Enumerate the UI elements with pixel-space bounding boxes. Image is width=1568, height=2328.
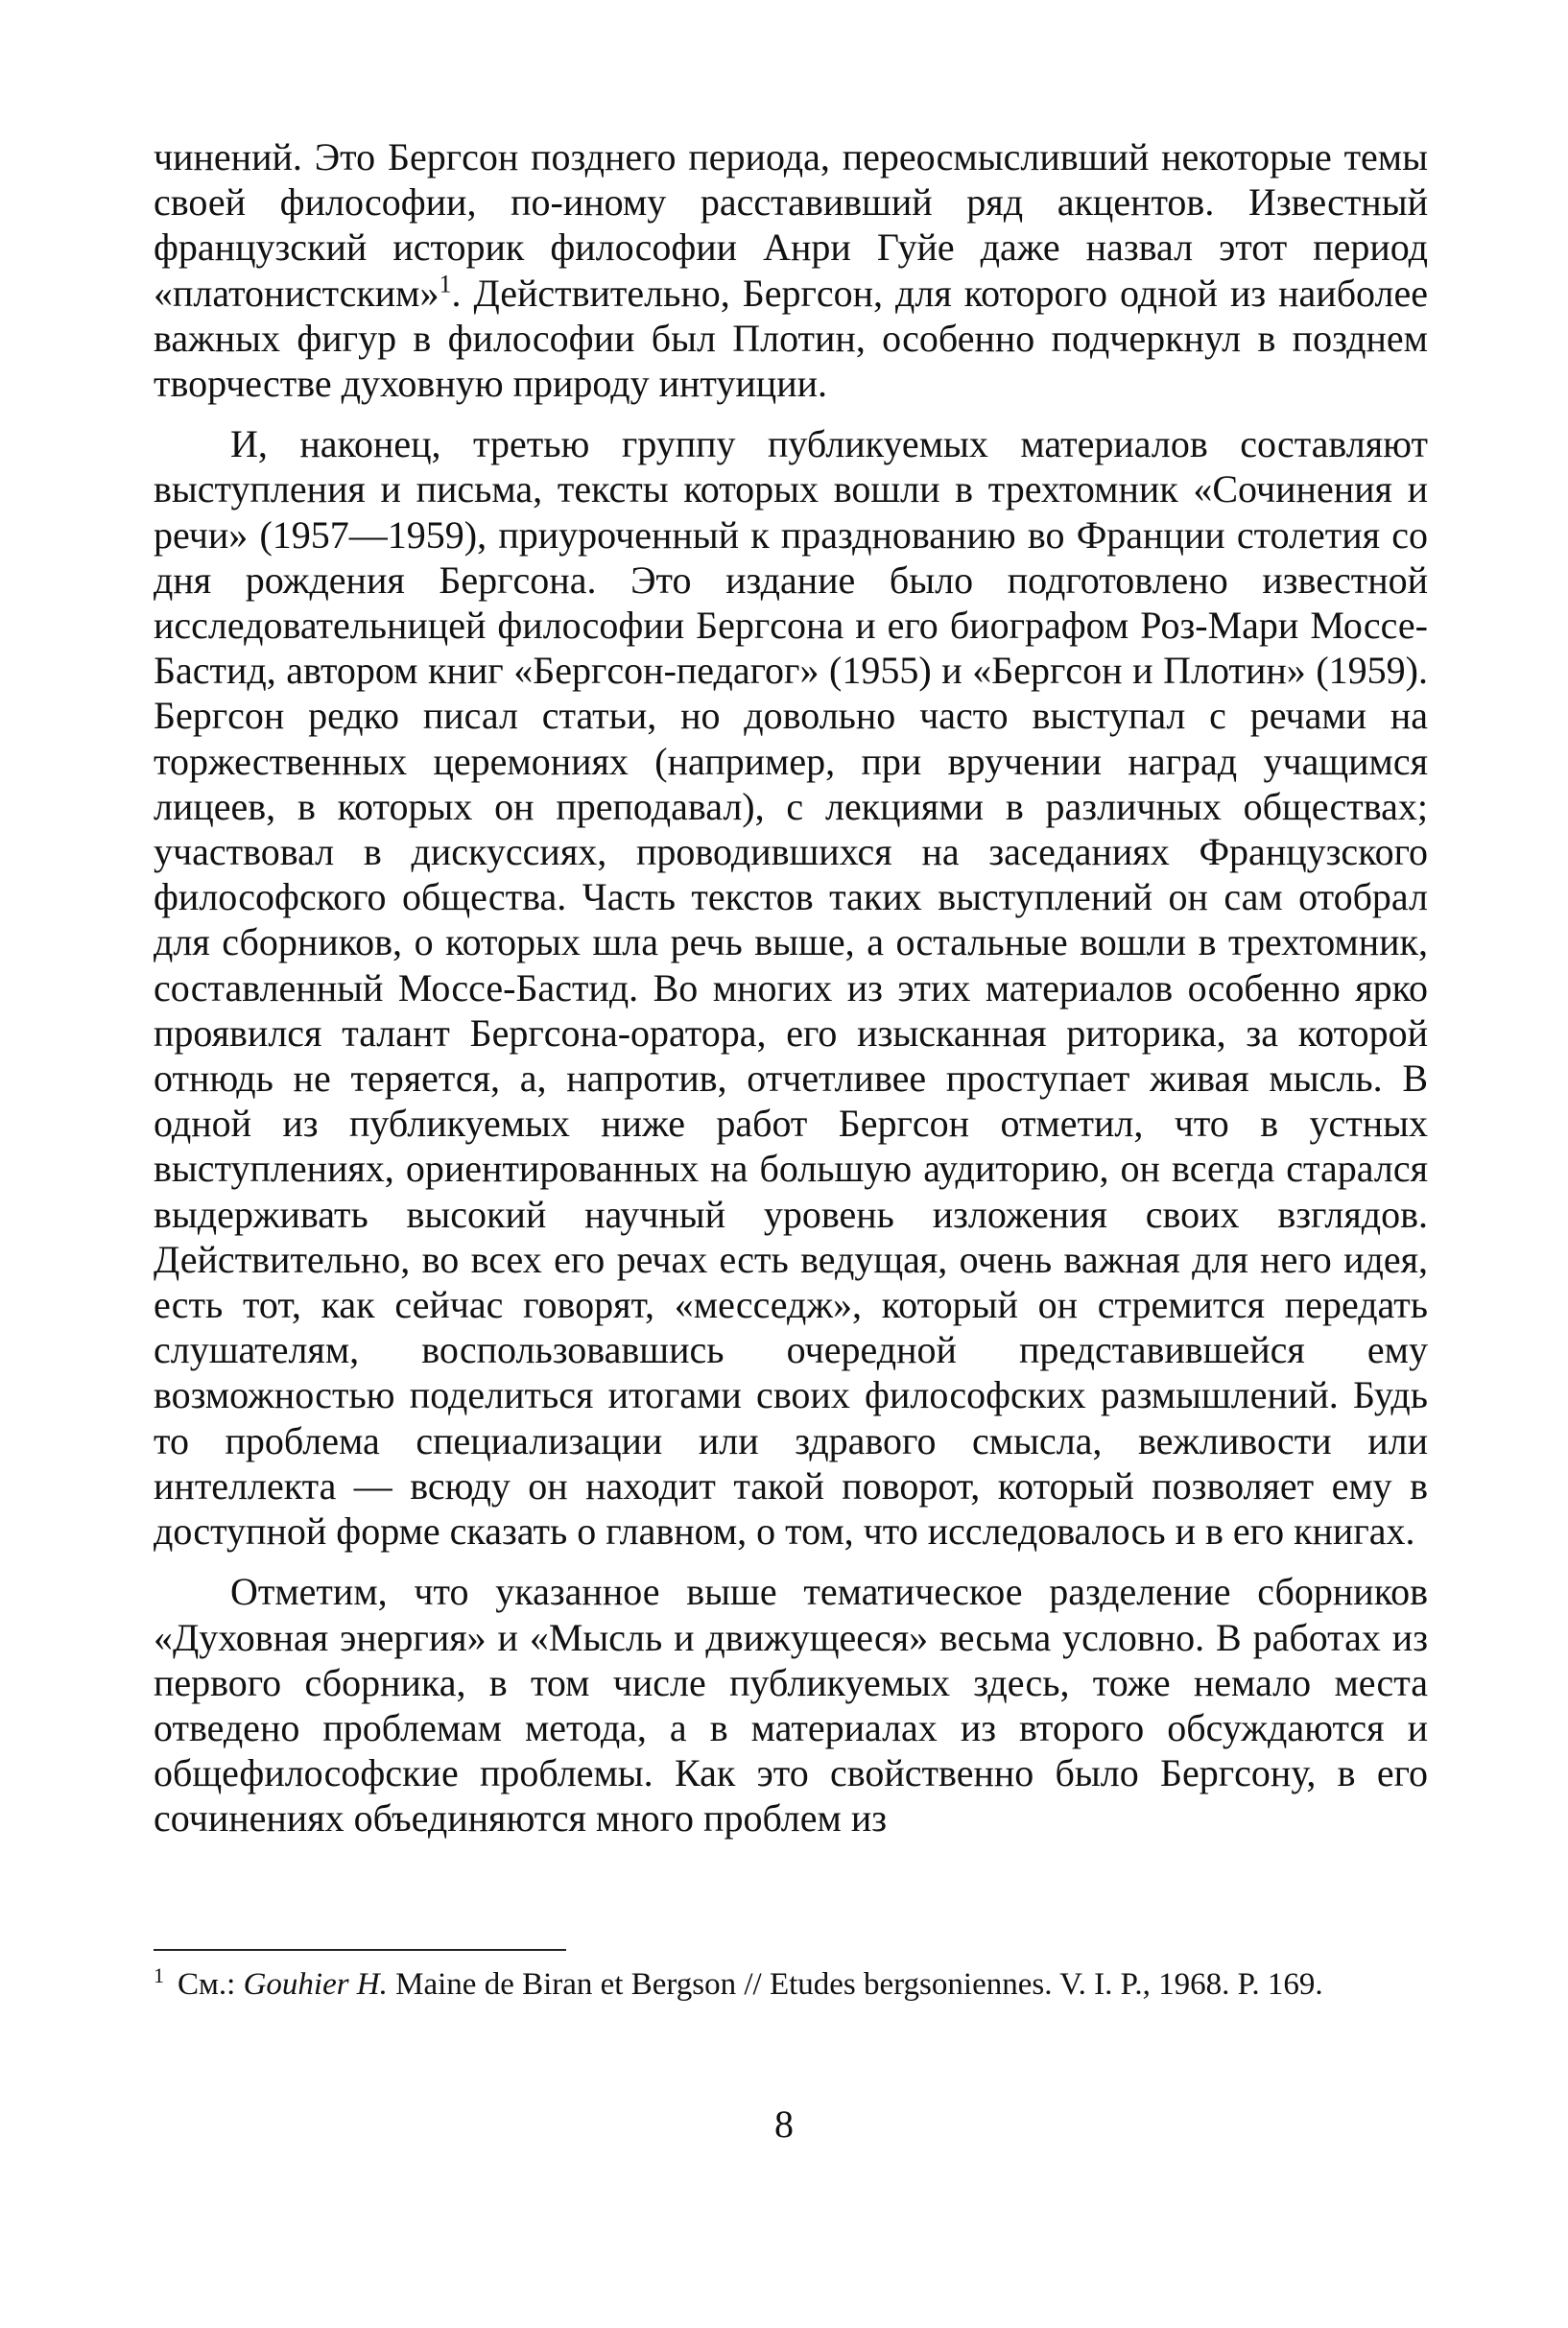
footnote-author: Gouhier H. [243,1967,388,2002]
footnote-marker: 1 [154,1963,164,1987]
paragraph-1 [154,134,1428,406]
main-text [154,134,1428,1857]
footnote [154,1963,1428,2006]
paragraph-3: Отметим, что указанное выше тематическое разделение сборников «Духовная энергия» и «Мысль и движущееся» весьма условно. В работах из первого сборника, в том числе публикуемых здесь, тоже немало места отведено проблемам метода, а в материалах из второго обсуждаются и общефилософские проблемы. Как это свойственно было Бергсону, в его сочинениях объединяются много проблем из [154,1570,1428,1841]
paragraph-1-text-start: чинений. Это Бергсон позднего периода, переосмысливший некоторые темы своей философии, по-иному расставивший ряд акцентов. Известный французский историк философии Анри Гуйе даже назвал этот период «платонистским» [154,135,1428,315]
footnote-reference: 1 [439,270,452,298]
page-number: 8 [774,2102,794,2146]
footnote-prefix: См.: [178,1967,244,2002]
footnote-citation: Maine de Biran et Bergson // Etudes bergsoniennes. V. I. P., 1968. P. 169. [387,1967,1323,2002]
paragraph-1-text-end: . Действительно, Бергсон, для которого одной из наиболее важных фигур в философии был Плотин, особенно подчеркнул в позднем творчестве духовную природу интуиции. [154,271,1428,406]
paragraph-2: И, наконец, третью группу публикуемых материалов составляют выступления и письма, тексты которых вошли в трехтомник «Сочинения и речи» (1957—1959), приуроченный к празднованию во Франции столетия со дня рождения Бергсона. Это издание было подготовлено известной исследовательницей философии Бергсона и его биографом Роз-Мари Моссе-Бастид, автором книг «Бергсон-педагог» (1955) и «Бергсон и Плотин» (1959). Бергсон редко писал статьи, но довольно часто выступал с речами на торжественных церемониях (например, при вручении наград учащимся лицеев, в которых он преподавал), с лекциями в различных обществах; участвовал в дискуссиях, проводившихся на заседаниях Французского философского общества. Часть текстов таких выступлений он сам отобрал для сборников, о которых шла речь выше, а остальные вошли в трехтомник, составленный Моссе-Бастид. Во многих из этих материалов особенно ярко проявился талант Бергсона-оратора, его изысканная риторика, за которой отнюдь не теряется, а, напротив, отчетливее проступает живая мысль. В одной из публикуемых ниже работ Бергсон отметил, что в устных выступлениях, ориентированных на большую аудиторию, он всегда старался выдерживать высокий научный уровень изложения своих взглядов. Действительно, во всех его речах есть ведущая, очень важная для него идея, есть тот, как сейчас говорят, «месседж», который он стремится передать слушателям, воспользовавшись очередной представившейся ему возможностью поделиться итогами своих философских размышлений. Будь то проблема специализации или здравого смысла, вежливости или интеллекта — всюду он находит такой поворот, который позволяет ему в доступной форме сказать о главном, о том, что исследовалось и в его книгах. [154,422,1428,1554]
footnote-divider [154,1949,566,1951]
